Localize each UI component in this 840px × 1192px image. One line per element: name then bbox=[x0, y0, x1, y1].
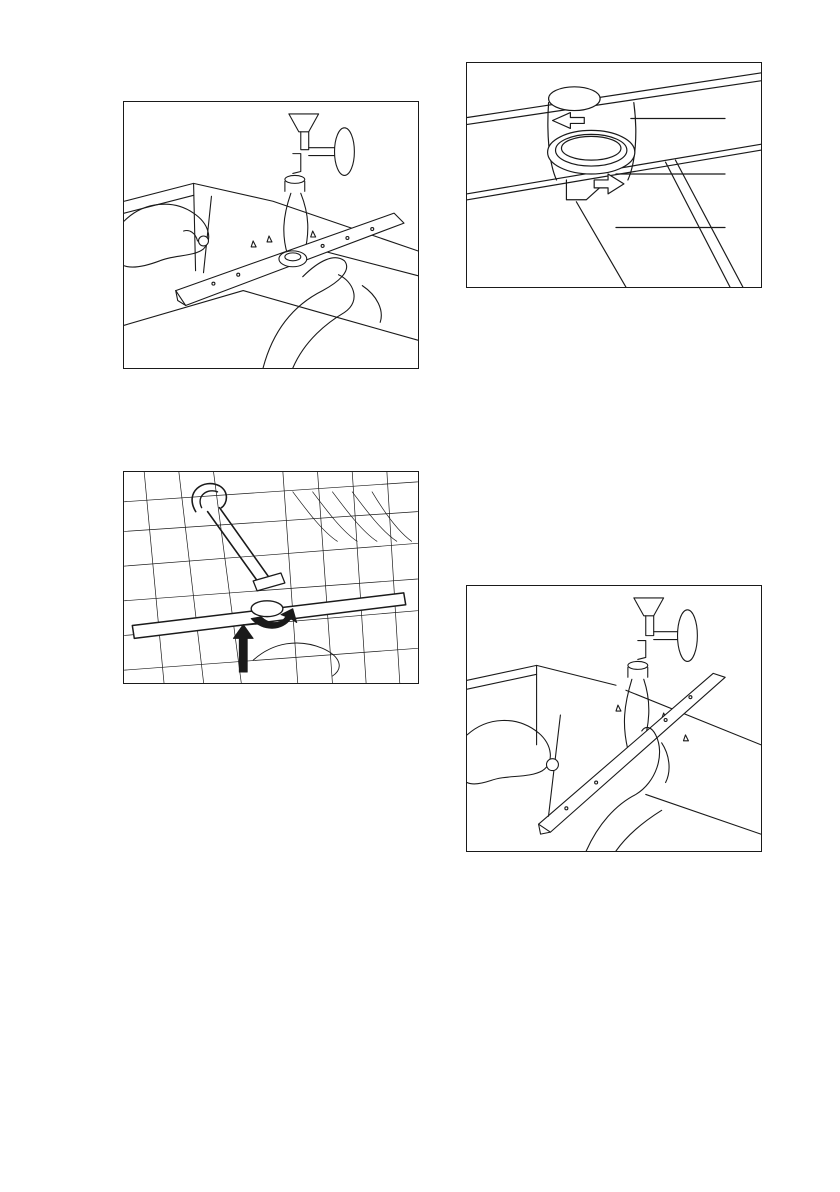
spray-arm-cleaning-figure bbox=[123, 101, 419, 369]
spray-arm-bayonet-release-icon bbox=[467, 63, 761, 287]
upper-basket-spray-arm-removal-icon bbox=[124, 472, 418, 683]
spray-arm-release-figure bbox=[466, 62, 762, 288]
spray-arm-rinse-figure bbox=[466, 585, 762, 852]
spray-arm-rinse-tap-icon bbox=[467, 586, 761, 851]
spray-arm-removal-figure bbox=[123, 471, 419, 684]
page-footer-fragment bbox=[0, 1184, 120, 1192]
spray-arm-rinse-with-pin-icon bbox=[124, 102, 418, 368]
